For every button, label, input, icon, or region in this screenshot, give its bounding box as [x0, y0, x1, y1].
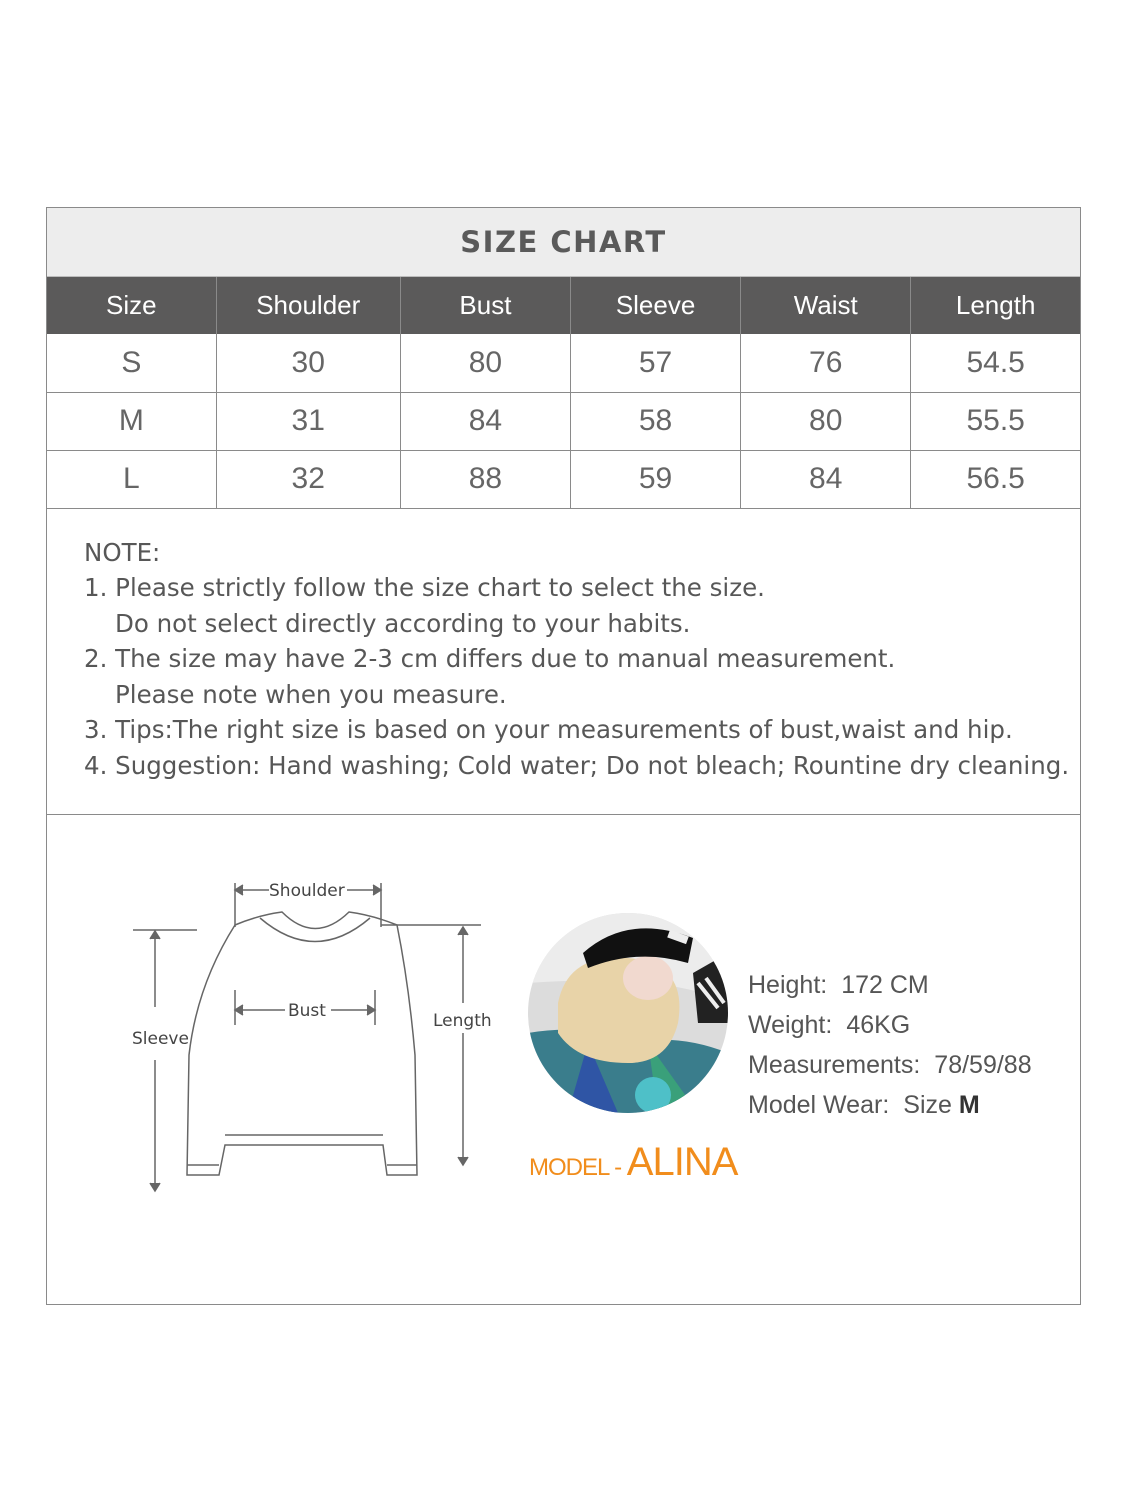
model-measurements-row [748, 1045, 1032, 1085]
table-cell: 55.5 [911, 392, 1080, 450]
table-cell: 80 [400, 334, 570, 392]
table-header-row [47, 277, 1080, 334]
note-line: 4. Suggestion: Hand washing; Cold water; Do not bleach; Rountine dry cleaning. [84, 750, 1070, 780]
notes-section [47, 509, 1080, 815]
table-cell: L [47, 450, 216, 508]
shoulder-label: Shoulder [269, 880, 345, 901]
table-cell: 84 [741, 450, 911, 508]
table-row [47, 392, 1080, 450]
weight-label: Weight: [748, 1010, 833, 1039]
model-photo-illustration [528, 913, 728, 1113]
diagram-area [47, 815, 1080, 1303]
table-cell: 30 [216, 334, 400, 392]
table-cell: 58 [570, 392, 740, 450]
model-weight-row [748, 1005, 1032, 1045]
title-bar [47, 208, 1080, 277]
table-cell: 31 [216, 392, 400, 450]
measurements-label: Measurements: [748, 1050, 921, 1079]
table-row [47, 334, 1080, 392]
height-value: 172 CM [841, 970, 929, 999]
model-photo [528, 913, 728, 1113]
height-label: Height: [748, 970, 828, 999]
length-label: Length [433, 1010, 492, 1031]
column-header-waist: Waist [741, 277, 911, 334]
table-cell: 84 [400, 392, 570, 450]
table-row [47, 450, 1080, 508]
table-cell: 57 [570, 334, 740, 392]
model-wear-row [748, 1085, 1032, 1125]
table-cell: 56.5 [911, 450, 1080, 508]
column-header-bust: Bust [400, 277, 570, 334]
notes-heading: NOTE: [84, 537, 161, 567]
note-line: 3. Tips:The right size is based on your measurements of bust,waist and hip. [84, 715, 1013, 744]
model-name [529, 1140, 737, 1185]
shirt-collar [260, 918, 370, 942]
table-cell: M [47, 392, 216, 450]
column-header-size: Size [47, 277, 216, 334]
model-name-value: ALINA [626, 1139, 738, 1184]
table-cell: 76 [741, 334, 911, 392]
weight-value: 46KG [846, 1010, 911, 1039]
column-header-shoulder: Shoulder [216, 277, 400, 334]
column-header-sleeve: Sleeve [570, 277, 740, 334]
table-cell: 59 [570, 450, 740, 508]
page-title: SIZE CHART [460, 225, 667, 259]
wear-size: M [958, 1090, 980, 1119]
table-cell: 32 [216, 450, 400, 508]
table-cell: 80 [741, 392, 911, 450]
note-line: 2. The size may have 2-3 cm differs due to manual measurement. [84, 644, 896, 673]
sleeve-label: Sleeve [132, 1028, 189, 1049]
table-cell: 54.5 [911, 334, 1080, 392]
wear-label: Model Wear: [748, 1090, 890, 1119]
note-line: Please note when you measure. [115, 679, 507, 709]
table-cell: S [47, 334, 216, 392]
note-line: Do not select directly according to your habits. [115, 608, 691, 638]
column-header-length: Length [911, 277, 1080, 334]
size-chart-card [46, 207, 1081, 1305]
table-cell: 88 [400, 450, 570, 508]
note-line: 1. Please strictly follow the size chart to select the size. [84, 573, 765, 602]
model-info [748, 965, 1032, 1125]
model-height-row [748, 965, 1032, 1005]
bust-label: Bust [288, 1000, 326, 1021]
model-name-prefix: MODEL - [529, 1153, 627, 1181]
size-table [47, 277, 1080, 509]
wear-prefix: Size [903, 1090, 952, 1119]
measurements-value: 78/59/88 [934, 1050, 1032, 1079]
